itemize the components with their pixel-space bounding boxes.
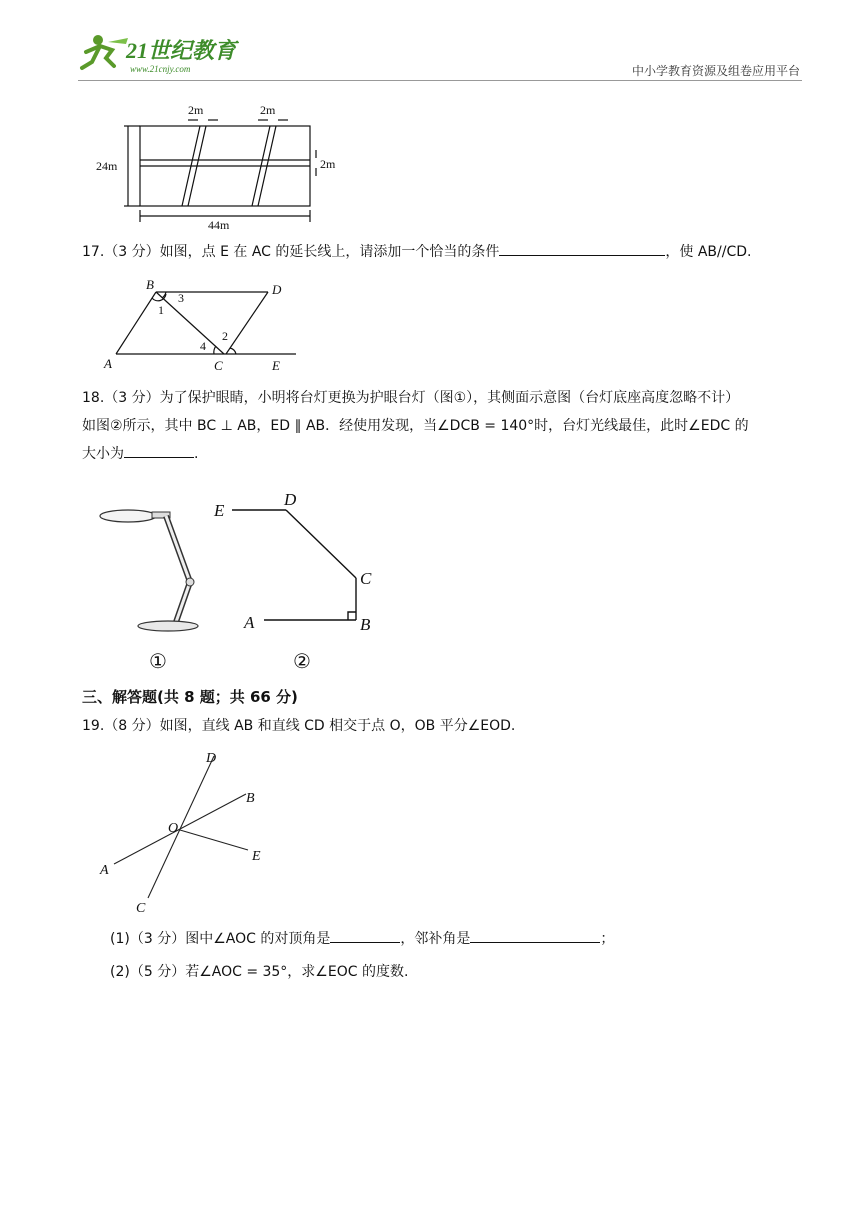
q19-sub-2: (2)（5 分）若∠AOC = 35°，求∠EOC 的度数. [110, 964, 409, 980]
point-E: E [272, 358, 280, 373]
q19-sub1-blank-1[interactable] [330, 926, 400, 943]
desk-lamp-icon [100, 510, 198, 631]
point-C: C [214, 358, 223, 373]
logo-main-text: 21世纪教育 [126, 38, 237, 63]
header-platform-text: 中小学教育资源及组卷应用平台 [631, 64, 800, 78]
angle-1-label: 1 [158, 303, 164, 317]
q17-answer-blank[interactable] [499, 239, 665, 256]
point-A: A [100, 863, 109, 878]
question-19: 19.（8 分）如图，直线 AB 和直线 CD 相交于点 O，OB 平分∠EOD. [82, 718, 516, 734]
label-top-road-1: 2m [188, 103, 204, 117]
section-title: 三、解答题(共 8 题；共 66 分) [82, 688, 298, 706]
point-D: D [206, 751, 217, 766]
label-height: 24m [96, 159, 118, 173]
q17-figure [96, 272, 306, 380]
q19-sub1-text-c: ； [600, 931, 615, 947]
q19-sub1-text-a: (1)（3 分）图中∠AOC 的对顶角是 [110, 931, 331, 947]
header-divider [78, 80, 802, 81]
point-A: A [104, 356, 112, 371]
q17-text-b: ，使 AB//CD. [665, 244, 752, 260]
point-D: D [272, 282, 282, 297]
point-B: B [360, 615, 371, 634]
q19-sub-1 [110, 925, 810, 953]
caption-figure-2: ② [293, 651, 311, 673]
point-C: C [136, 901, 146, 916]
point-C: C [360, 569, 372, 588]
logo-sub-text: www.21cnjy.com [130, 64, 191, 74]
point-A: A [244, 613, 255, 632]
label-horizontal-road: 2m [320, 157, 336, 171]
site-logo [78, 30, 258, 80]
q18-answer-blank[interactable] [124, 441, 194, 458]
caption-figure-1: ① [149, 651, 167, 673]
point-E: E [214, 501, 225, 520]
q18-line-1: 18.（3 分）为了保护眼睛，小明将台灯更换为护眼台灯（图①），其侧面示意图（台灯底座高度忽略不计） [82, 390, 740, 406]
angle-2-label: 2 [222, 329, 228, 343]
q19-figure [96, 744, 276, 916]
question-17 [82, 238, 812, 266]
point-E: E [252, 849, 261, 864]
point-B: B [146, 277, 154, 292]
road-diagram [90, 96, 360, 232]
q19-sub1-blank-2[interactable] [470, 926, 600, 943]
point-D: D [284, 490, 297, 509]
label-width: 44m [208, 218, 230, 232]
lamp-schematic-figure [210, 488, 390, 678]
angle-3-label: 3 [178, 291, 184, 305]
q18-line-2: 如图②所示，其中 BC ⊥ AB，ED ∥ AB．经使用发现，当∠DCB = 140°时，台灯光线最佳，此时∠EDC 的 [82, 418, 749, 434]
q18-line-3-end: . [194, 446, 199, 462]
point-O: O [168, 821, 179, 836]
label-top-road-2: 2m [260, 103, 276, 117]
lamp-photo-figure [96, 498, 216, 678]
runner-logo-icon [82, 35, 128, 68]
point-B: B [246, 791, 255, 806]
q17-text-a: 17.（3 分）如图，点 E 在 AC 的延长线上，请添加一个恰当的条件 [82, 244, 500, 260]
q18-line-3: 大小为 [82, 446, 124, 462]
question-18 [82, 384, 812, 468]
angle-4-label: 4 [200, 339, 206, 353]
q19-sub1-text-b: ，邻补角是 [400, 931, 471, 947]
